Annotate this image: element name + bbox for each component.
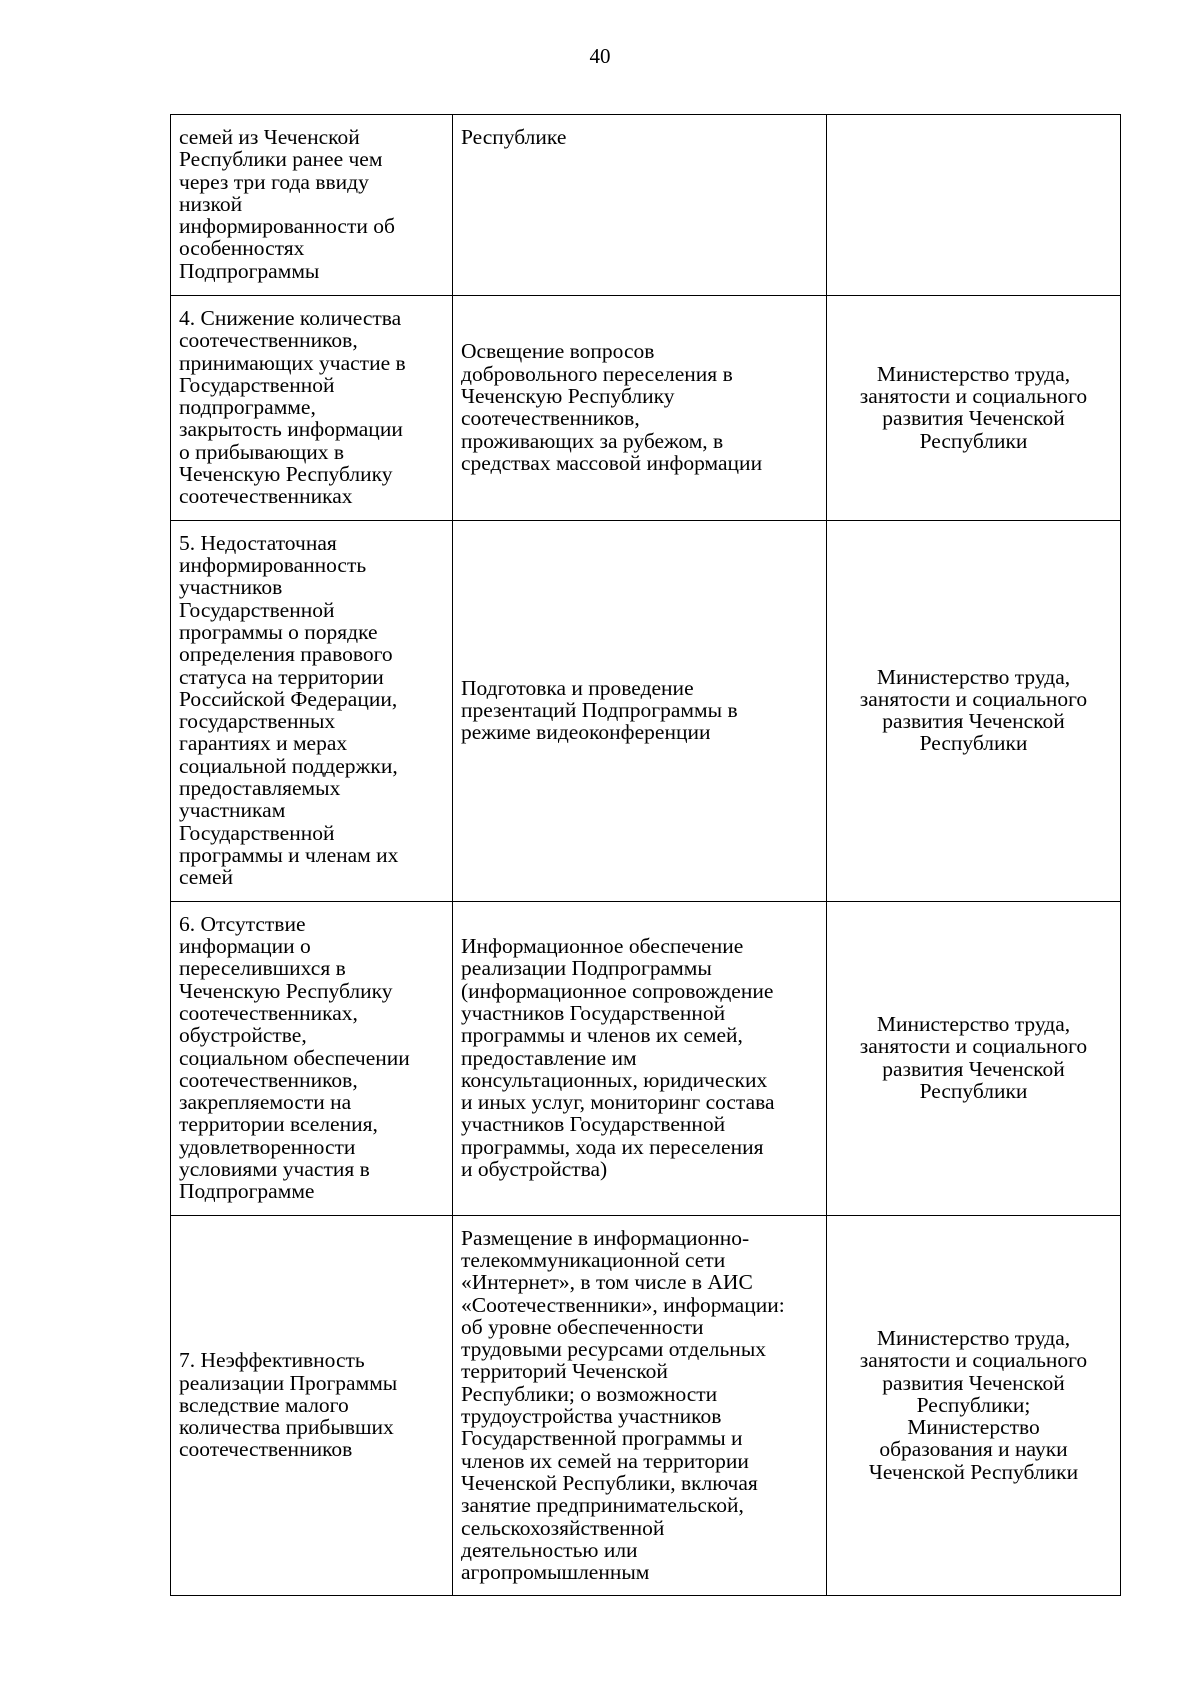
risk-cell <box>171 901 453 1215</box>
responsible-cell <box>827 115 1121 296</box>
measure-cell <box>453 520 827 901</box>
risk-text: 5. Недостаточная информированность участников Государственной программы о порядке определения правового статуса на территории Российской Федерации, государственных гарантиях и мерах социальной поддержки, предоставляемых участникам Государственной программы и членам их семей <box>179 530 399 890</box>
responsible-cell <box>827 296 1121 521</box>
measure-cell <box>453 296 827 521</box>
risk-cell <box>171 296 453 521</box>
table-row <box>171 1215 1121 1596</box>
page-number: 40 <box>589 44 611 68</box>
measure-text: Информационное обеспечение реализации Подпрограммы (информационное сопровождение участников Государственной программы и членов их семей, предоставление им консультационных, юридических и иных услуг, мониторинг состава участников Государственной программы, хода их переселения и обустройства) <box>461 934 775 1181</box>
risk-cell <box>171 520 453 901</box>
risk-text: семей из Чеченской Республики ранее чем через три года ввиду низкой информированности об особенностях Подпрограммы <box>179 125 395 283</box>
risk-text: 6. Отсутствие информации о переселившихся в Чеченскую Республику соотечественниках, обустройстве, социальном обеспечении соотечественников, закрепляемости на территории вселения, удовлетворенности условиями участия в Подпрограмме <box>179 911 410 1204</box>
table-row <box>171 520 1121 901</box>
measure-text: Республике <box>461 125 567 149</box>
responsible-text: Министерство труда, занятости и социального развития Чеченской Республики; Министерство образования и науки Чеченской Республики <box>859 1326 1088 1484</box>
risk-text: 4. Снижение количества соотечественников, принимающих участие в Государственной подпрограмме, закрытость информации о прибывающих в Чеченскую Республику соотечественниках <box>179 306 406 509</box>
measure-cell <box>453 115 827 296</box>
risk-cell <box>171 115 453 296</box>
table-row <box>171 115 1121 296</box>
responsible-cell <box>827 901 1121 1215</box>
responsible-cell <box>827 520 1121 901</box>
measure-text: Размещение в информационно- телекоммуникационной сети «Интернет», в том числе в АИС «Соотечественники», информации: об уровне обеспеченности трудовыми ресурсами отдельных территорий Чеченской Республики; о возможности трудоустройства участников Государственной программы и членов их семей на территории Чеченской Республики, включая занятие предпринимательской, сельскохозяйственной деятельностью или агропромышленным <box>461 1225 785 1585</box>
responsible-text: Министерство труда, занятости и социального развития Чеченской Республики <box>859 664 1088 756</box>
risk-text: 7. Неэффективность реализации Программы вследствие малого количества прибывших соотечественников <box>179 1348 398 1462</box>
measure-cell <box>453 1215 827 1596</box>
responsible-text: Министерство труда, занятости и социального развития Чеченской Республики <box>859 1012 1088 1103</box>
table-row <box>171 296 1121 521</box>
responsible-cell <box>827 1215 1121 1596</box>
measure-text: Подготовка и проведение презентаций Подпрограммы в режиме видеоконференции <box>461 675 738 745</box>
table-row <box>171 901 1121 1215</box>
measure-text: Освещение вопросов добровольного переселения в Чеченскую Республику соотечественников, проживающих за рубежом, в средствах массовой информации <box>461 339 763 475</box>
risk-measures-table <box>170 114 1121 1596</box>
risk-cell <box>171 1215 453 1596</box>
responsible-text: Министерство труда, занятости и социального развития Чеченской Республики <box>859 361 1088 453</box>
measure-cell <box>453 901 827 1215</box>
